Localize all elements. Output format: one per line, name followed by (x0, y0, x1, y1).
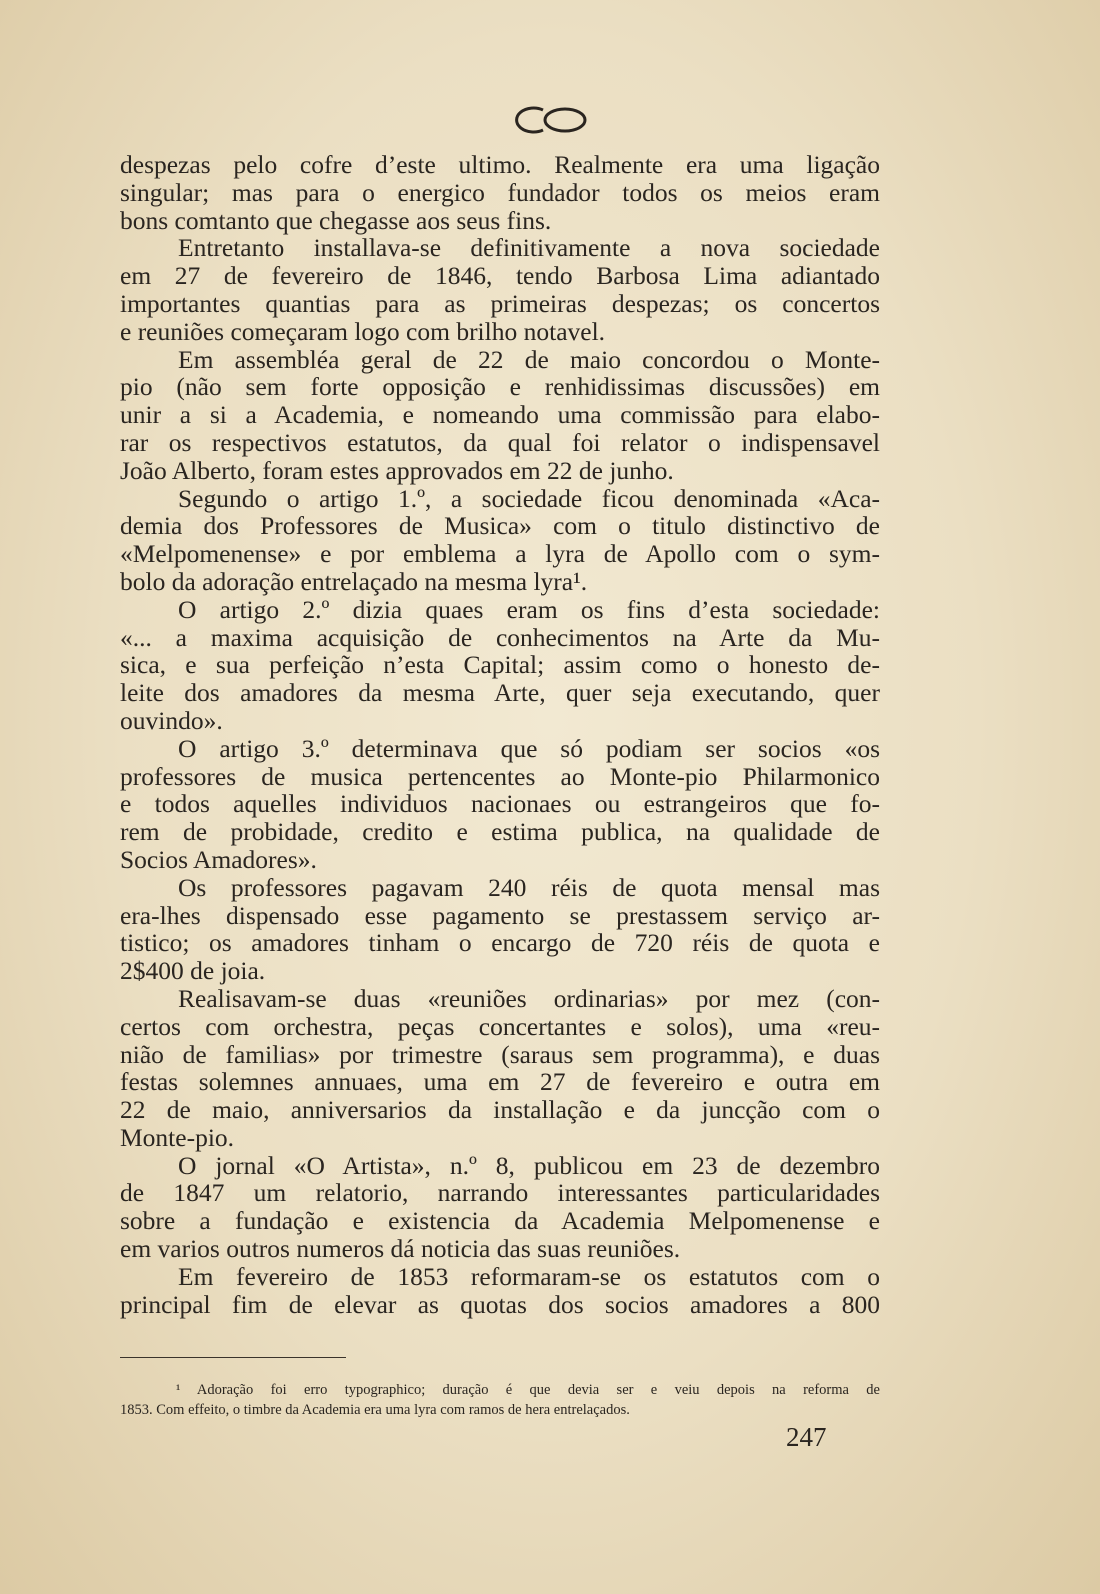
footnote-line: 1853. Com effeito, o timbre da Academia era uma lyra com ramos de hera entrelaçados. (120, 1402, 630, 1418)
text-line: Monte-pio. (120, 1122, 235, 1152)
text-line: João Alberto, foram estes approvados em 22 de junho. (120, 455, 674, 485)
text-line: e reuniões começaram logo com brilho notavel. (120, 316, 606, 346)
text-line: importantes quantias para as primeiras despezas; os concertos (120, 288, 880, 318)
text-line: sica, e sua perfeição n’esta Capital; assim como o honesto de- (120, 650, 880, 680)
text-line: Entretanto installava-se definitivamente a nova sociedade (178, 233, 880, 263)
text-line: pio (não sem forte opposição e renhidissimas discussões) em (120, 372, 880, 402)
text-line: 22 de maio, anniversarios da installação e da juncção com o (120, 1095, 880, 1125)
text-line: rar os respectivos estatutos, da qual foi relator o indispensavel (120, 427, 880, 457)
text-line: em 27 de fevereiro de 1846, tendo Barbosa Lima adiantado (120, 261, 880, 291)
text-line: bolo da adoração entrelaçado na mesma lyra¹. (120, 566, 588, 596)
text-line: O jornal «O Artista», n.º 8, publicou em 23 de dezembro (178, 1150, 880, 1180)
text-line: principal fim de elevar as quotas dos socios amadores a 800 (120, 1289, 880, 1319)
text-line: festas solemnes annuaes, uma em 27 de fevereiro e outra em (120, 1067, 880, 1097)
text-line: sobre a fundação e existencia da Academia Melpomenense e (120, 1206, 880, 1236)
text-line: certos com orchestra, peças concertantes e solos), uma «reu- (120, 1011, 880, 1041)
text-line: e todos aquelles individuos nacionaes ou estrangeiros que fo- (120, 789, 880, 819)
footnote-line: ¹ Adoração foi erro typographico; duração é que devia ser e veiu depois na reforma de (176, 1382, 880, 1398)
text-line: tistico; os amadores tinham o encargo de 720 réis de quota e (120, 928, 880, 958)
text-line: professores de musica pertencentes ao Monte-pio Philarmonico (120, 761, 880, 791)
footnote-divider (120, 1357, 346, 1358)
text-line: «Melpomenense» e por emblema a lyra de Apollo com o sym- (120, 539, 880, 569)
text-line: nião de familias» por trimestre (saraus sem programma), e duas (120, 1039, 880, 1069)
text-line: bons comtanto que chegasse aos seus fins. (120, 205, 552, 235)
page-number: 247 (786, 1422, 827, 1452)
text-line: despezas pelo cofre d’este ultimo. Realmente era uma ligação (120, 150, 880, 179)
text-line: O artigo 2.º dizia quaes eram os fins d’esta sociedade: (178, 594, 880, 624)
main-text (120, 151, 880, 1318)
text-line: Socios Amadores». (120, 844, 317, 874)
text-line: O artigo 3.º determinava que só podiam ser socios «os (178, 733, 880, 763)
ornament-glyph (507, 102, 593, 138)
text-line: Realisavam-se duas «reuniões ordinarias» por mez (con- (178, 983, 880, 1013)
text-line: 2$400 de joia. (120, 956, 266, 986)
text-line: rem de probidade, credito e estima publica, na qualidade de (120, 817, 880, 847)
text-line: ouvindo». (120, 705, 223, 735)
text-line: Os professores pagavam 240 réis de quota mensal mas (178, 872, 880, 902)
text-line: era-lhes dispensado esse pagamento se prestassem serviço ar- (120, 900, 880, 930)
text-line: Segundo o artigo 1.º, a sociedade ficou denominada «Aca- (178, 483, 880, 513)
footnote (120, 1380, 880, 1420)
text-line: leite dos amadores da mesma Arte, quer seja executando, quer (120, 678, 880, 708)
text-line: Em assembléa geral de 22 de maio concordou o Monte- (178, 344, 880, 374)
text-line: de 1847 um relatorio, narrando interessantes particularidades (120, 1178, 880, 1208)
text-line: demia dos Professores de Musica» com o titulo distinctivo de (120, 511, 880, 541)
text-line: unir a si a Academia, e nomeando uma commissão para elabo- (120, 400, 880, 430)
text-line: «... a maxima acquisição de conhecimentos na Arte da Mu- (120, 622, 880, 652)
text-line: singular; mas para o energico fundador todos os meios eram (120, 177, 880, 207)
text-line: Em fevereiro de 1853 reformaram-se os estatutos com o (178, 1261, 880, 1291)
header-ornament (0, 96, 1100, 144)
text-line: em varios outros numeros dá noticia das suas reuniões. (120, 1234, 681, 1264)
